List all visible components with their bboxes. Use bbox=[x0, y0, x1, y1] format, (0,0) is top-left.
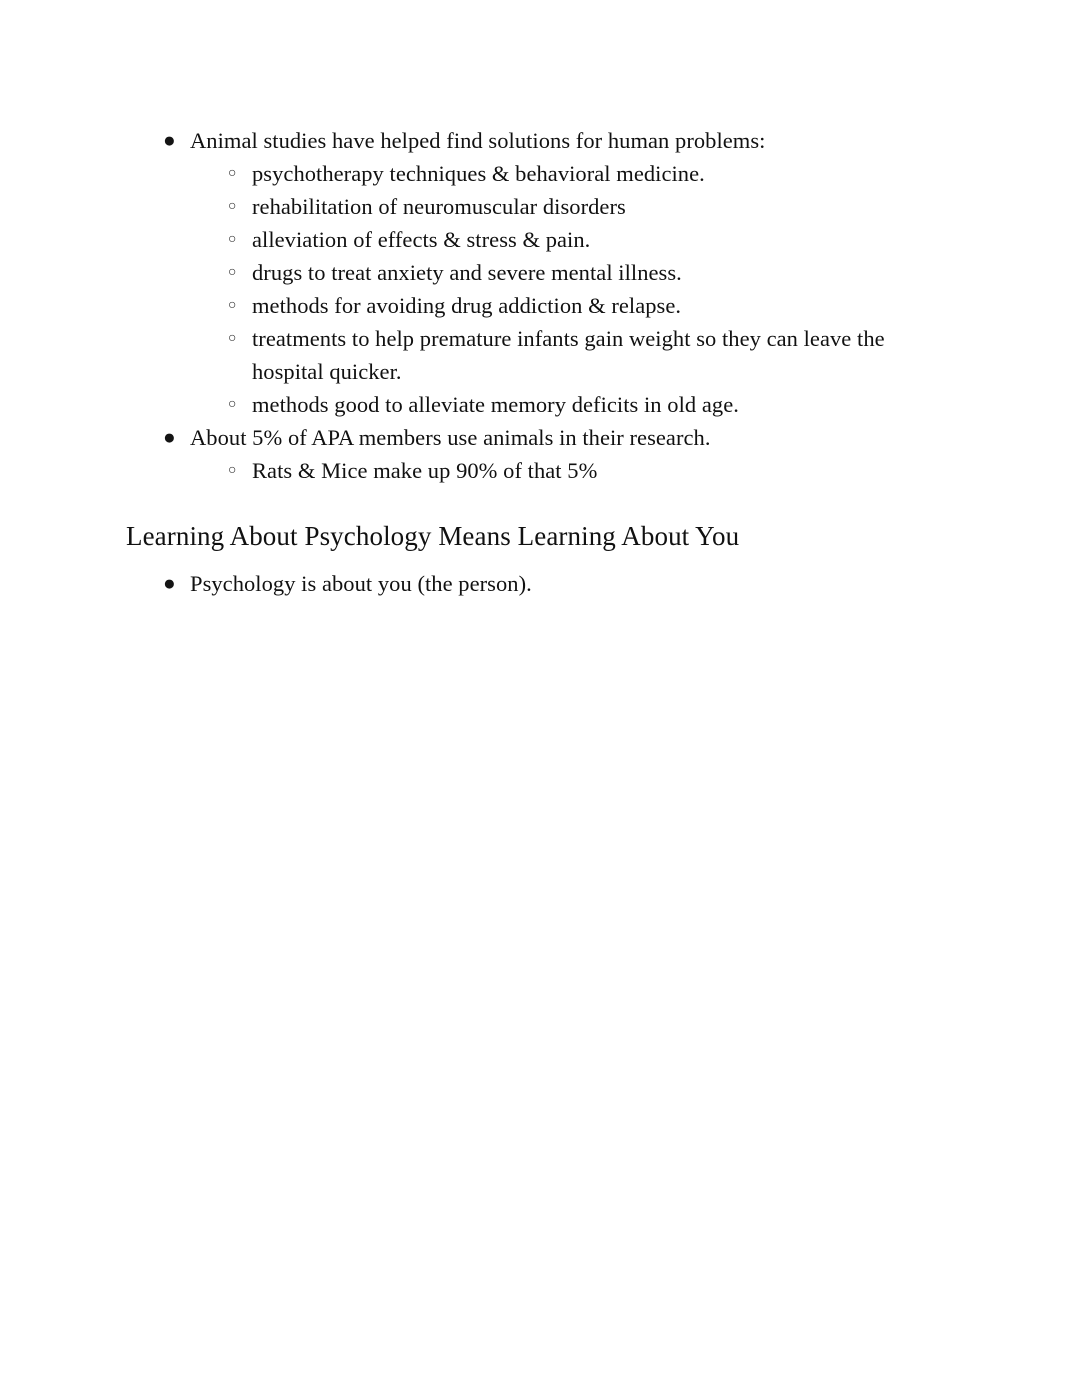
list-item-text: drugs to treat anxiety and severe mental illness. bbox=[252, 260, 682, 285]
circle-bullet-icon: ○ bbox=[228, 166, 237, 181]
spacer bbox=[126, 553, 956, 567]
list-item-text: treatments to help premature infants gain weight so they can leave the hospital quicker. bbox=[252, 326, 885, 384]
list-item-text: Psychology is about you (the person). bbox=[190, 571, 532, 596]
list-item-text: methods good to alleviate memory deficits in old age. bbox=[252, 392, 739, 417]
bullet-row bbox=[126, 421, 956, 454]
bullet-row bbox=[126, 567, 956, 600]
disc-bullet-icon: ● bbox=[163, 425, 176, 449]
bullet-row bbox=[126, 322, 956, 388]
circle-bullet-icon: ○ bbox=[228, 199, 237, 214]
bullet-row bbox=[126, 454, 956, 487]
list-item bbox=[126, 322, 956, 388]
apa-members-sublist bbox=[126, 454, 956, 487]
learning-section-list bbox=[126, 567, 956, 600]
disc-bullet-icon: ● bbox=[163, 571, 176, 595]
list-item bbox=[126, 157, 956, 190]
circle-bullet-icon: ○ bbox=[228, 232, 237, 247]
circle-bullet-icon: ○ bbox=[228, 298, 237, 313]
animal-studies-sublist bbox=[126, 157, 956, 421]
disc-bullet-icon: ● bbox=[163, 128, 176, 152]
list-item bbox=[126, 388, 956, 421]
section-heading: Learning About Psychology Means Learning About You bbox=[126, 521, 740, 551]
list-item bbox=[126, 454, 956, 487]
circle-bullet-icon: ○ bbox=[228, 331, 237, 346]
list-item bbox=[126, 567, 956, 600]
list-item-text: About 5% of APA members use animals in their research. bbox=[190, 425, 711, 450]
bullet-row bbox=[126, 190, 956, 223]
list-item bbox=[126, 289, 956, 322]
animal-studies-list bbox=[126, 124, 956, 487]
list-item-text: Rats & Mice make up 90% of that 5% bbox=[252, 458, 598, 483]
circle-bullet-icon: ○ bbox=[228, 265, 237, 280]
list-item bbox=[126, 421, 956, 487]
spacer bbox=[126, 487, 956, 519]
circle-bullet-icon: ○ bbox=[228, 397, 237, 412]
list-item bbox=[126, 190, 956, 223]
list-item bbox=[126, 124, 956, 421]
bullet-row bbox=[126, 157, 956, 190]
bullet-row bbox=[126, 256, 956, 289]
list-item bbox=[126, 223, 956, 256]
list-item-text: methods for avoiding drug addiction & relapse. bbox=[252, 293, 682, 318]
bullet-row bbox=[126, 388, 956, 421]
list-item bbox=[126, 256, 956, 289]
document-content bbox=[126, 124, 956, 600]
list-item-text: alleviation of effects & stress & pain. bbox=[252, 227, 591, 252]
bullet-row bbox=[126, 223, 956, 256]
bullet-row bbox=[126, 124, 956, 157]
list-item-text: psychotherapy techniques & behavioral medicine. bbox=[252, 161, 705, 186]
circle-bullet-icon: ○ bbox=[228, 463, 237, 478]
bullet-row bbox=[126, 289, 956, 322]
list-item-text: Animal studies have helped find solutions for human problems: bbox=[190, 128, 766, 153]
list-item-text: rehabilitation of neuromuscular disorders bbox=[252, 194, 626, 219]
